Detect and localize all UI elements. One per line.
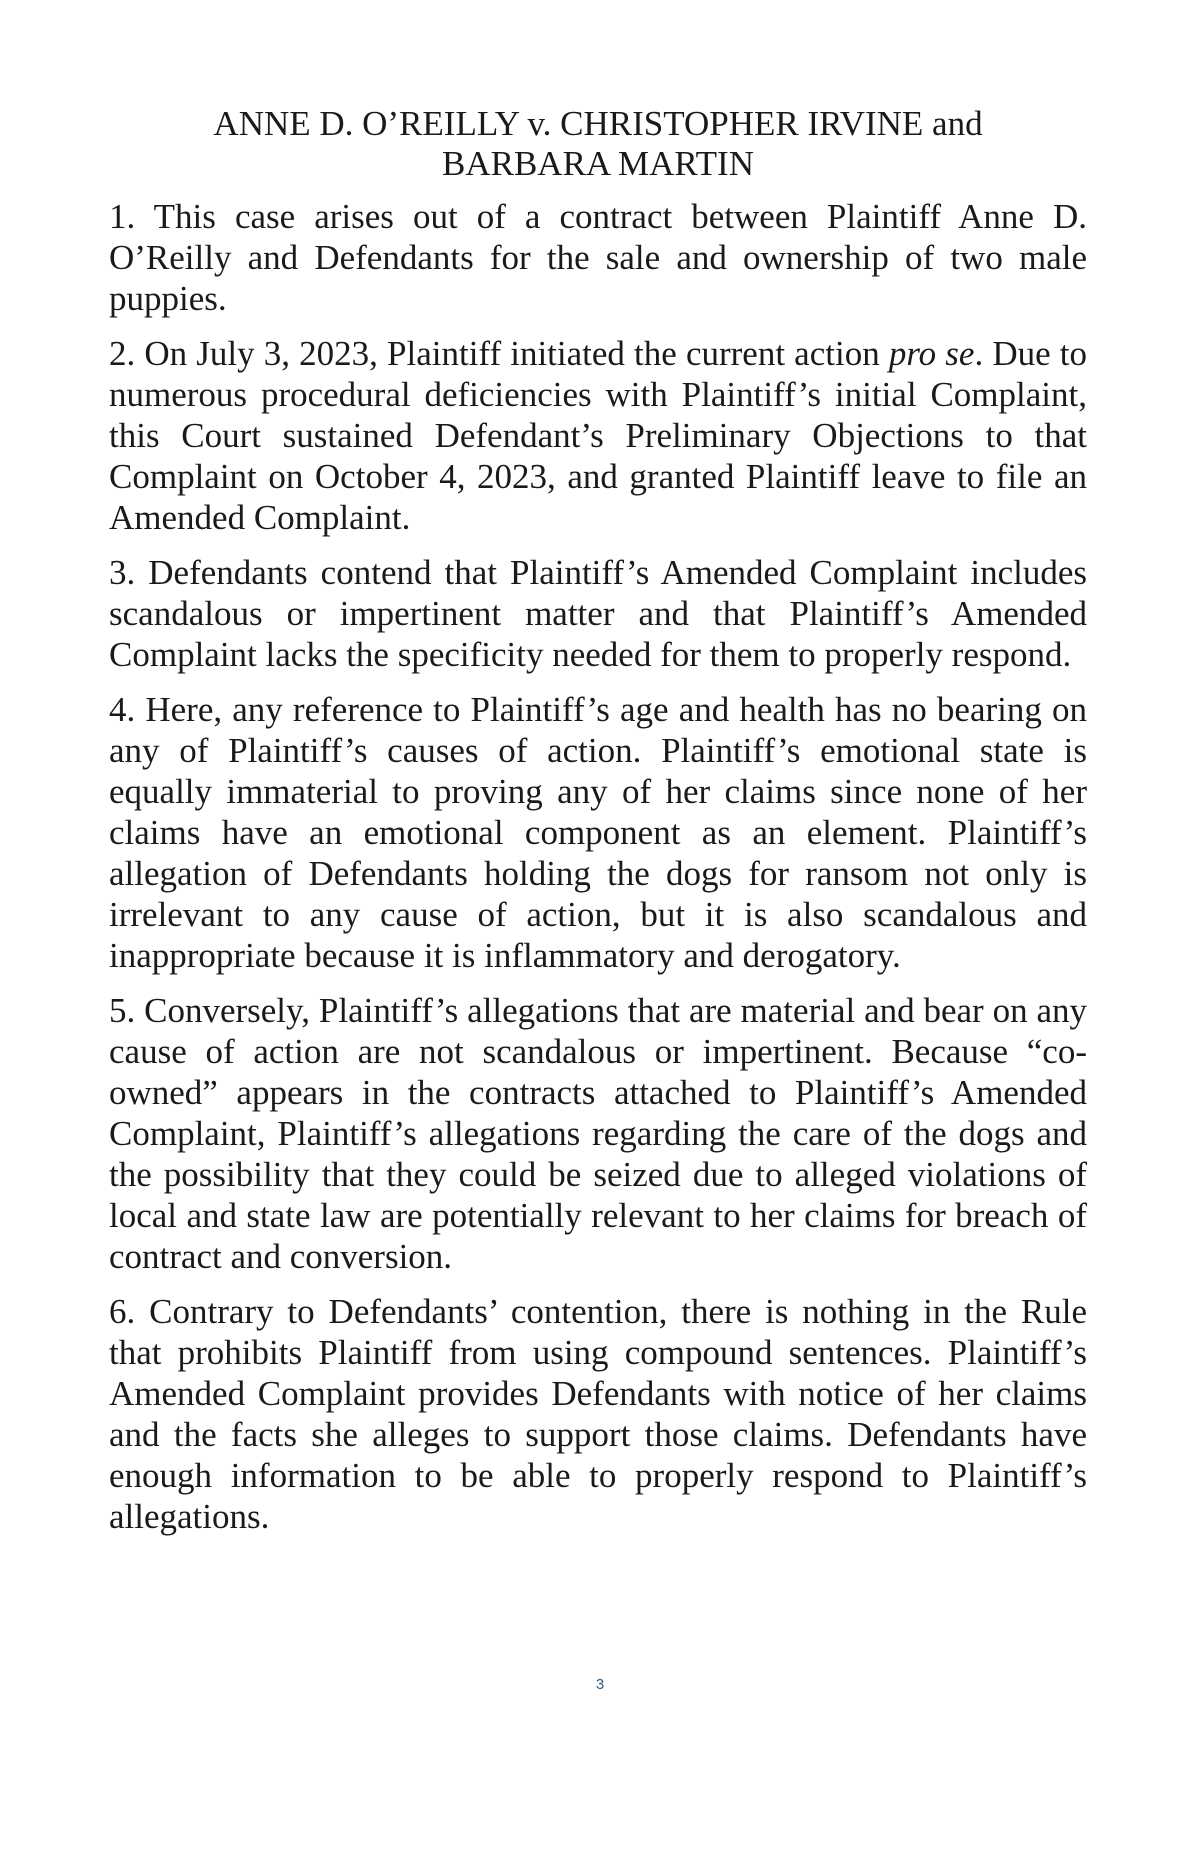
- case-title: [109, 104, 1087, 184]
- paragraph-3: 3. Defendants contend that Plaintiff’s Amended Complaint includes scandalous or impertinent matter and that Plaintiff’s Amended Complaint lacks the specificity needed for them to properly respond.: [109, 553, 1087, 674]
- paragraph-1: 1. This case arises out of a contract between Plaintiff Anne D. O’Reilly and Defendants for the sale and ownership of two male puppies.: [109, 197, 1087, 318]
- paragraph-2-text-start: 2. On July 3, 2023, Plaintiff initiated the current action: [109, 334, 889, 373]
- case-title-line-1: ANNE D. O’REILLY v. CHRISTOPHER IRVINE and: [213, 104, 983, 143]
- paragraph-2-italic-term: pro se: [888, 334, 975, 373]
- page-number: 3: [595, 1676, 605, 1693]
- document-page: [109, 104, 1087, 1551]
- case-title-line-2: BARBARA MARTIN: [442, 144, 754, 183]
- paragraph-2-text-end: . Due to numerous procedural deficiencies with Plaintiff’s initial Complaint, this Court sustained Defendant’s Preliminary Objections to that Complaint on October 4, 2023, and granted Plaintiff leave to file an Amended Complaint.: [109, 334, 1087, 537]
- paragraph-2: [109, 333, 1087, 538]
- paragraph-6: 6. Contrary to Defendants’ contention, there is nothing in the Rule that prohibits Plaintiff from using compound sentences. Plaintiff’s Amended Complaint provides Defendants with notice of her claims and the facts she alleges to support those claims. Defendants have enough information to be able to properly respond to Plaintiff’s allegations.: [109, 1292, 1087, 1536]
- paragraph-5: 5. Conversely, Plaintiff’s allegations that are material and bear on any cause of action are not scandalous or impertinent. Because “co-owned” appears in the contracts attached to Plaintiff’s Amended Complaint, Plaintiff’s allegations regarding the care of the dogs and the possibility that they could be seized due to alleged violations of local and state law are potentially relevant to her claims for breach of contract and conversion.: [109, 991, 1087, 1276]
- paragraph-4: 4. Here, any reference to Plaintiff’s age and health has no bearing on any of Plaintiff’s causes of action. Plaintiff’s emotional state is equally immaterial to proving any of her claims since none of her claims have an emotional component as an element. Plaintiff’s allegation of Defendants holding the dogs for ransom not only is irrelevant to any cause of action, but it is also scandalous and inappropriate because it is inflammatory and derogatory.: [109, 690, 1087, 975]
